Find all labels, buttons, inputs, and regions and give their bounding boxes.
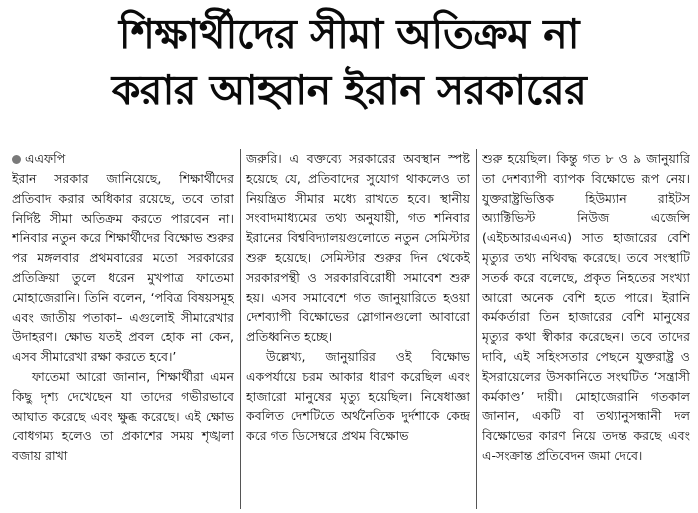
paragraph: ফাতেমা আরো জানান, শিক্ষার্থীরা এমন কিছু দৃশ্য দেখেছেন যা তাদের গভীরভাবে আঘাত করেছে এবং ক্ষুব্ধ করেছে। এই ক্ষোভ বোধগম্য হলেও তা প্রকাশের সময় শৃঙ্খলা বজায় রাখা <box>12 368 234 464</box>
headline <box>0 6 698 118</box>
paragraph: শুরু হয়েছিল। কিন্তু গত ৮ ও ৯ জানুয়ারি তা দেশব্যাপী ব্যাপক বিক্ষোভে রূপ নেয়। যুক্তরাষ্ট্রভিত্তিক হিউম্যান রাইটস অ্যাক্টিভিস্ট নিউজ এজেন্সি (এইচআরএএনএ) সাত হাজারের বেশি মৃত্যুর তথ্য নথিবদ্ধ করেছে। তবে সংস্থাটি সতর্ক করে বলেছে, প্রকৃত নিহতের সংখ্যা আরো অনেক বেশি হতে পারে। ইরানি কর্মকর্তারা তিন হাজারের বেশি মানুষের মৃত্যুর কথা স্বীকার করেছেন। তবে তাদের দাবি, এই সহিংসতার পেছনে যুক্তরাষ্ট্র ও ইসরায়েলের উসকানিতে সংঘটিত ‘সন্ত্রাসী কর্মকাণ্ড’ দায়ী। মোহাজেরানি গতকাল জানান, একটি বা তথ্যানুসন্ধানী দল বিক্ষোভের কারণ নিয়ে তদন্ত করছে এবং এ-সংক্রান্ত প্রতিবেদন জমা দেবে। <box>482 151 690 463</box>
article-column-3 <box>482 149 690 511</box>
byline-source: এএফপি <box>25 151 66 166</box>
column-divider-1 <box>240 149 241 509</box>
headline-line-1: শিক্ষার্থীদের সীমা অতিক্রম না <box>118 10 580 58</box>
paragraph: জরুরি। এ বক্তব্যে সরকারের অবস্থান স্পষ্ট হয়েছে যে, প্রতিবাদের সুযোগ থাকলেও তা নিয়ন্ত্রিত সীমার মধ্যে রাখতে হবে। স্থানীয় সংবাদমাধ্যমের তথ্য অনুযায়ী, গত শনিবার ইরানের বিশ্ববিদ্যালয়গুলোতে নতুন সেমিস্টার শুরু হয়েছে। সেমিস্টার শুরুর দিন থেকেই সরকারপন্থী ও সরকারবিরোধী সমাবেশ শুরু হয়। এসব সমাবেশে গত জানুয়ারিতে হওয়া দেশব্যাপী বিক্ষোভের স্লোগানগুলো আবারো প্রতিধ্বনিত হচ্ছে। <box>246 151 470 345</box>
headline-line-2: করার আহ্বান ইরান সরকারের <box>111 66 587 114</box>
article-column-1 <box>12 149 234 511</box>
paragraph: উল্লেখ্য, জানুয়ারির ওই বিক্ষোভ একপর্যায়ে চরম আকার ধারণ করেছিল এবং হাজারো মানুষের মৃত্যু হয়েছিল। নিষেধাজ্ঞা কবলিত দেশটিতে অর্থনৈতিক দুর্দশাকে কেন্দ্র করে গত ডিসেম্বরে প্রথম বিক্ষোভ <box>246 348 470 444</box>
paragraph: ইরান সরকার জানিয়েছে, শিক্ষার্থীদের প্রতিবাদ করার অধিকার রয়েছে, তবে তারা নির্দিষ্ট সীমা অতিক্রম করতে পারবেন না। শনিবার নতুন করে শিক্ষার্থীদের বিক্ষোভ শুরুর পর মঙ্গলবার প্রথমবারের মতো সরকারের প্রতিক্রিয়া তুলে ধরেন মুখপাত্র ফাতেমা মোহাজেরানি। তিনি বলেন, ‘পবিত্র বিষয়সমূহ এবং জাতীয় পতাকা– এগুলোই সীমারেখার উদাহরণ। ক্ষোভ যতই প্রবল হোক না কেন, এসব সীমারেখা রক্ষা করতে হবে।’ <box>12 171 234 365</box>
column-divider-2 <box>476 149 477 509</box>
article-column-2 <box>246 149 470 511</box>
